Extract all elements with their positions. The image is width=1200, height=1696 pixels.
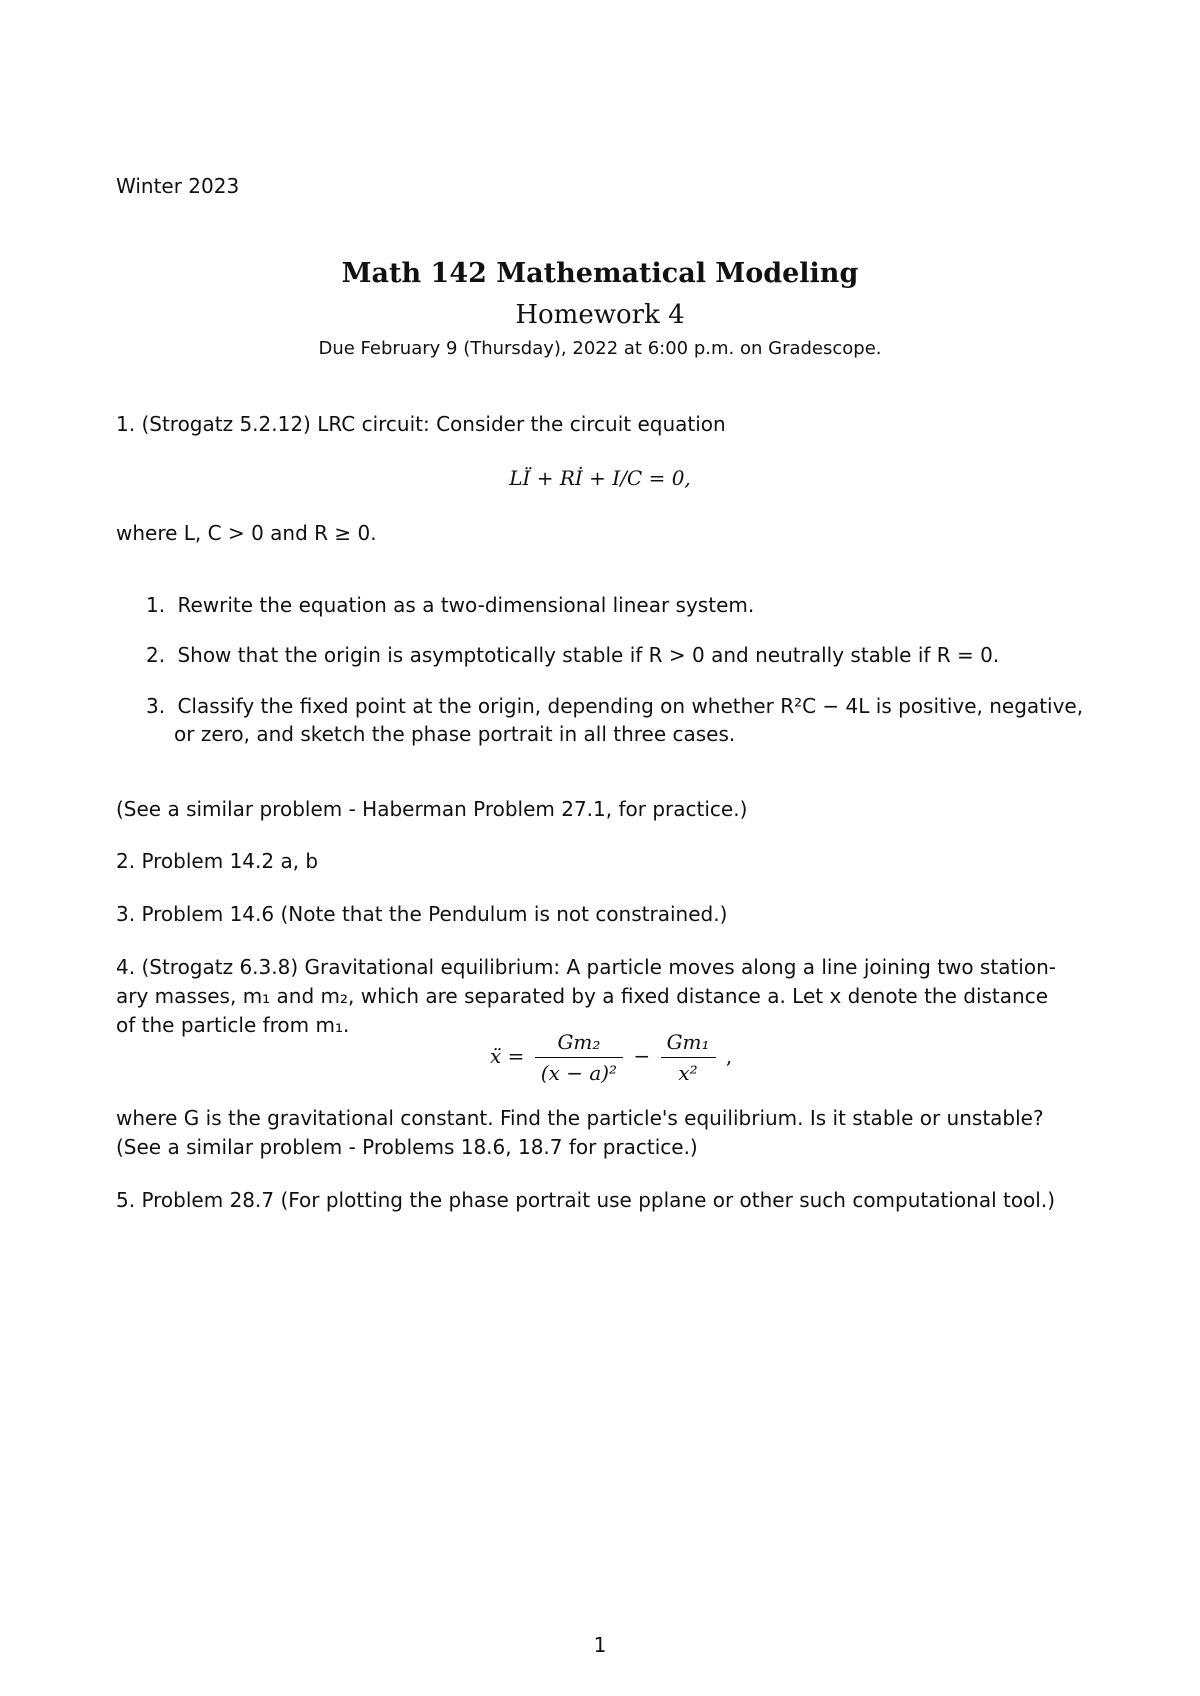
problem-1-intro: 1. (Strogatz 5.2.12) LRC circuit: Consider the circuit equation <box>116 412 726 436</box>
problem-1-part-1 <box>146 593 754 617</box>
equation-comma: , <box>725 1044 733 1068</box>
fraction-numerator: Gm₁ <box>661 1030 716 1058</box>
problem-4-line-5: (See a similar problem - Problems 18.6, 18.7 for practice.) <box>116 1135 698 1159</box>
part-text: Classify the fixed point at the origin, depending on whether R²C − 4L is positive, negative, <box>177 694 1084 718</box>
part-text: Show that the origin is asymptotically stable if R > 0 and neutrally stable if R = 0. <box>177 643 1000 667</box>
semester-label: Winter 2023 <box>116 174 240 198</box>
problem-4-equation <box>490 1030 732 1085</box>
problem-2: 2. Problem 14.2 a, b <box>116 849 319 873</box>
fraction-denominator: (x − a)² <box>540 1061 618 1085</box>
part-number: 2. <box>146 643 166 667</box>
fraction <box>661 1030 716 1085</box>
problem-1-note: (See a similar problem - Haberman Problem 27.1, for practice.) <box>116 797 748 821</box>
problem-3: 3. Problem 14.6 (Note that the Pendulum is not constrained.) <box>116 902 728 926</box>
problem-4-line-2: ary masses, m₁ and m₂, which are separated by a fixed distance a. Let x denote the distance <box>116 984 1049 1008</box>
fraction-denominator: x² <box>678 1061 698 1085</box>
part-number: 1. <box>146 593 166 617</box>
fraction <box>535 1030 623 1085</box>
fraction-numerator: Gm₂ <box>535 1030 623 1058</box>
page-number: 1 <box>593 1633 607 1657</box>
problem-4-line-3: of the particle from m₁. <box>116 1013 350 1037</box>
problem-4-line-1: 4. (Strogatz 6.3.8) Gravitational equilibrium: A particle moves along a line joining two station- <box>116 955 1056 979</box>
minus-sign: − <box>633 1044 651 1068</box>
problem-4-line-4: where G is the gravitational constant. Find the particle's equilibrium. Is it stable or unstable? <box>116 1106 1044 1130</box>
part-number: 3. <box>146 694 166 718</box>
problem-1-part-2 <box>146 643 999 667</box>
part-text: Rewrite the equation as a two-dimensional linear system. <box>177 593 755 617</box>
problem-1-part-3 <box>146 694 1083 718</box>
due-date-line: Due February 9 (Thursday), 2022 at 6:00 p.m. on Gradescope. <box>318 338 882 359</box>
problem-1-condition: where L, C > 0 and R ≥ 0. <box>116 521 377 545</box>
equation-lhs: ẍ = <box>490 1044 525 1068</box>
problem-5: 5. Problem 28.7 (For plotting the phase portrait use pplane or other such computational tool.) <box>116 1188 1056 1212</box>
homework-title: Homework 4 <box>515 300 685 330</box>
problem-1-part-3-continued: or zero, and sketch the phase portrait in all three cases. <box>174 722 736 746</box>
problem-1-equation: LÏ + Rİ + I/C = 0, <box>509 466 691 490</box>
course-title: Math 142 Mathematical Modeling <box>341 258 859 289</box>
